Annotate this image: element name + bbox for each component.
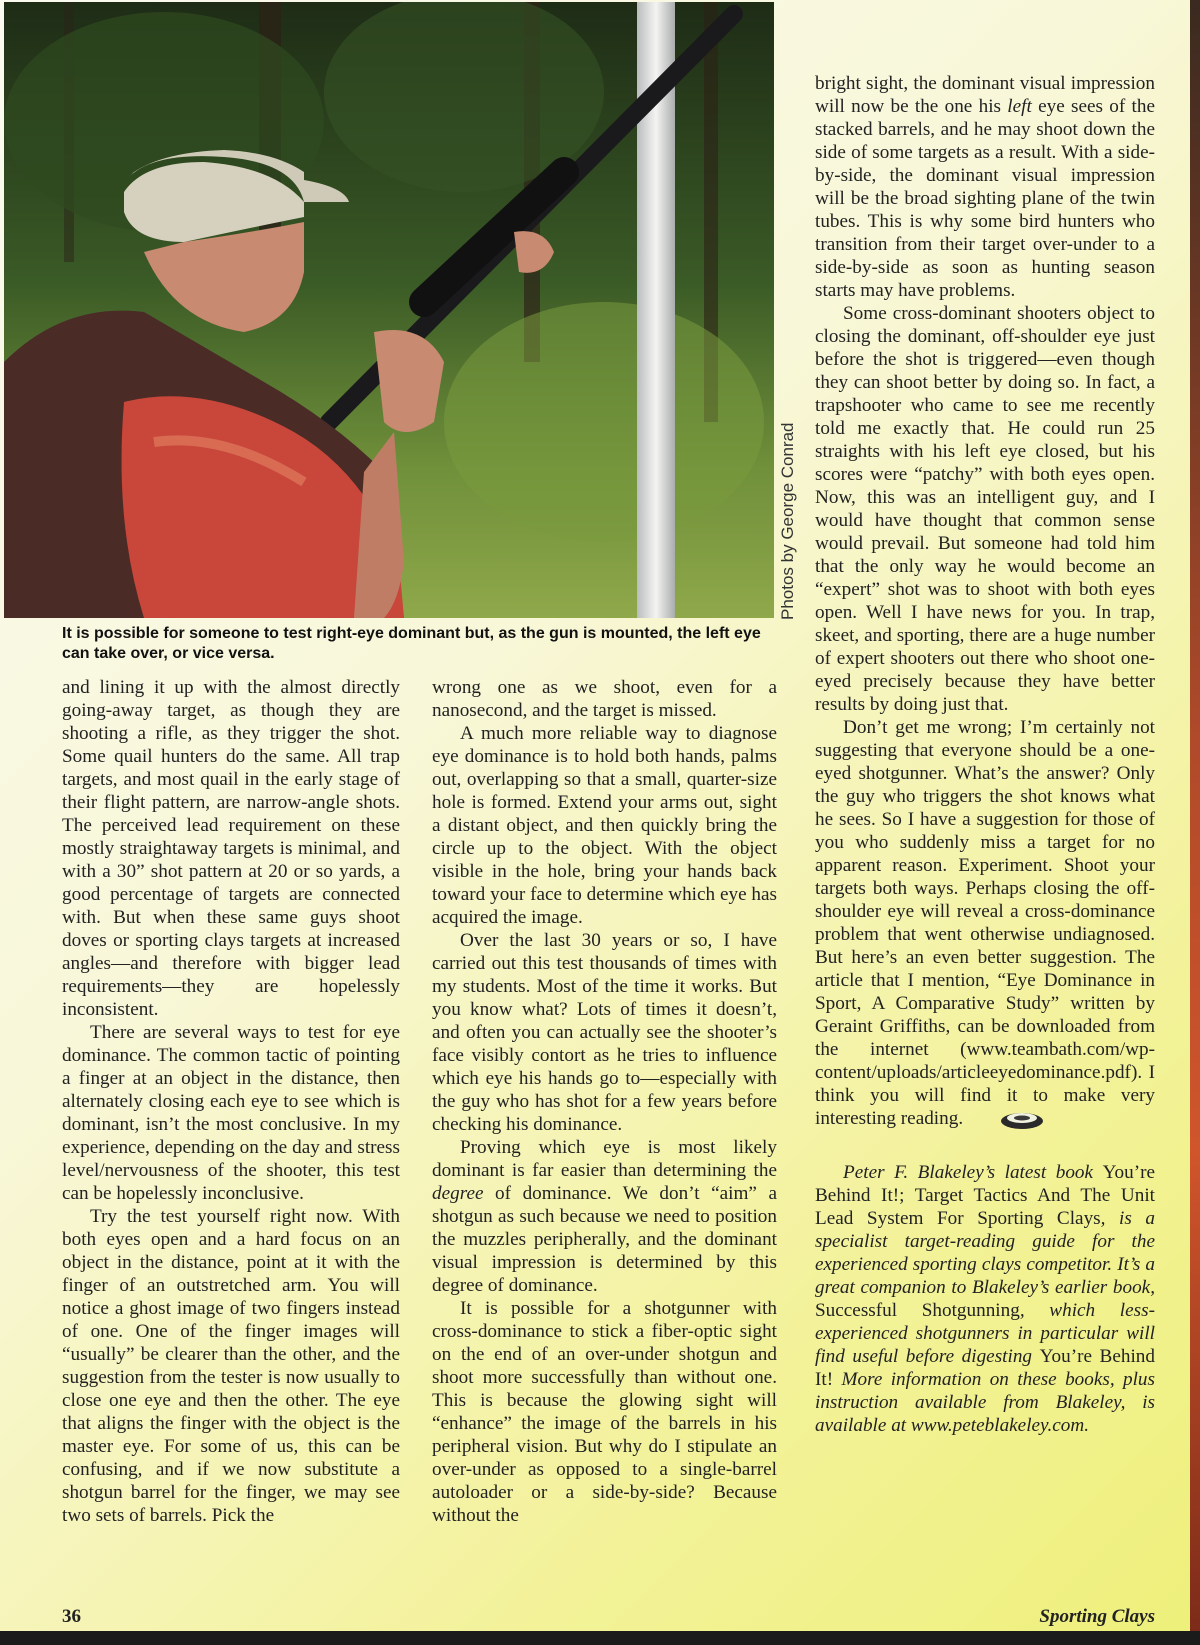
- paragraph: There are several ways to test for eye dominance. The common tactic of pointing a finger at an object in the distance, then alternately closing each eye to see which is dominant, isn’t the most conclusive. In my experience, depending on the day and stress level/nervousness of the shooter, this test can be hopelessly inconclusive.: [62, 1022, 400, 1204]
- paragraph: Proving which eye is most likely dominant is far easier than determining the degree of dominance. We don’t “aim” a shotgun as such because we need to position the muzzles peripherally, and the dominant visual impression is determined by this degree of dominance.: [432, 1137, 777, 1296]
- magazine-name: Sporting Clays: [1039, 1606, 1155, 1627]
- bottom-bar: [0, 1631, 1200, 1645]
- article-column-3: [815, 72, 1155, 1437]
- article-column-2: [432, 676, 777, 1527]
- paragraph: Some cross-dominant shooters object to closing the dominant, off-shoulder eye just before the shot is triggered—even though they can shoot better by doing so. In fact, a trapshooter who came to see me recently told me exactly that. He could run 25 straights with his left eye closed, but his scores were “patchy” with both eyes open. Now, this was an intelligent guy, and I would have thought that common sense would prevail. But someone had told him that the only way he would become an “expert” shot was to shoot with both eyes open. Well I have news for you. In trap, skeet, and sporting, there are a huge number of expert shooters out there who shoot one-eyed precisely because they have better results by doing just that.: [815, 303, 1155, 715]
- shooter-photo: [4, 2, 774, 618]
- photo-credit: Photos by George Conrad: [778, 422, 797, 620]
- photo-caption: It is possible for someone to test right-eye dominant but, as the gun is mounted, the left eye can take over, or vice versa.: [62, 625, 761, 662]
- clay-target-icon: [971, 1109, 1017, 1131]
- paragraph: Try the test yourself right now. With both eyes open and a hard focus on an object in the distance, point at it with the finger of an outstretched arm. You will notice a ghost image of two fingers instead of one. One of the finger images will “usually” be clearer than the other, and the suggestion from the tester is now usually to close one eye and then the other. The eye that aligns the finger with the object is the master eye. For some of us, this can be confusing, and if we now substitute a shotgun barrel for the finger, we may see two sets of barrels. Pick the: [62, 1206, 400, 1526]
- paragraph: It is possible for a shotgunner with cross-dominance to stick a fiber-optic sight on the end of an over-under shotgun and shoot more successfully than without one. This is because the glowing sight will “enhance” the image of the barrels in his peripheral vision. But why do I stipulate an over-under as opposed to a single-barrel autoloader or a side-by-side? Because without the: [432, 1298, 777, 1526]
- paragraph: and lining it up with the almost directly going-away target, as though they are shooting a rifle, as they trigger the shot. Some quail hunters do the same. All trap targets, and most quail in the early stage of their flight pattern, are narrow-angle shots. The perceived lead requirement on these mostly straightaway targets is minimal, and with a 30” shot pattern at 20 or so yards, a good percentage of targets are connected with. But when these same guys shoot doves or sporting clays targets at increased angles—and therefore with bigger lead requirements—they are hopelessly inconsistent.: [62, 677, 400, 1020]
- paragraph: wrong one as we shoot, even for a nanosecond, and the target is missed.: [432, 677, 777, 721]
- article-column-1: [62, 676, 400, 1527]
- page-number: 36: [62, 1606, 81, 1627]
- paragraph: Don’t get me wrong; I’m certainly not suggesting that everyone should be a one-eyed shotgunner. What’s the answer? Only the guy who triggers the shot knows what he sees. So I have a suggestion for those of you who suddenly miss a target for no apparent reason. Experiment. Shoot your targets both ways. Perhaps closing the off-shoulder eye will reveal a cross-dominance problem that went otherwise undiagnosed. But here’s an even better suggestion. The article that I mention, “Eye Dominance in Sport, A Comparative Study” written by Geraint Griffiths, can be downloaded from the internet (www.teambath.com/wp-content/uploads/articleeyedominance.pdf). I think you will find it to make very interesting reading.: [815, 717, 1155, 1129]
- paragraph: A much more reliable way to diagnose eye dominance is to hold both hands, palms out, overlapping so that a small, quarter-size hole is formed. Extend your arms out, sight a distant object, and then quickly bring the circle up to the object. With the object visible in the hole, bring your hands back toward your face to determine which eye has acquired the image.: [432, 723, 777, 928]
- paragraph: bright sight, the dominant visual impression will now be the one his left eye sees of the stacked barrels, and he may shoot down the side of some targets as a result. With a side-by-side, the dominant visual impression will be the broad sighting plane of the twin tubes. This is why some bird hunters who transition from their target over-under to a side-by-side as soon as hunting season starts may have problems.: [815, 73, 1155, 301]
- page-edge: [1190, 0, 1200, 1645]
- author-bio: Peter F. Blakeley’s latest book You’re Behind It!; Target Tactics And The Unit Lead System For Sporting Clays, is a specialist target-reading guide for the experienced sporting clays competitor. It’s a great companion to Blakeley’s earlier book, Successful Shotgunning, which less-experienced shotgunners in particular will find useful before digesting You’re Behind It! More information on these books, plus instruction available from Blakeley, is available at www.peteblakeley.com.: [815, 1161, 1155, 1436]
- paragraph: Over the last 30 years or so, I have carried out this test thousands of times with my students. Most of the time it works. But you know what? Lots of times it doesn’t, and often you can actually see the shooter’s face visibly contort as he tries to influence which eye his hands go to—especially with the guy who has shot for a few years before checking his dominance.: [432, 930, 777, 1135]
